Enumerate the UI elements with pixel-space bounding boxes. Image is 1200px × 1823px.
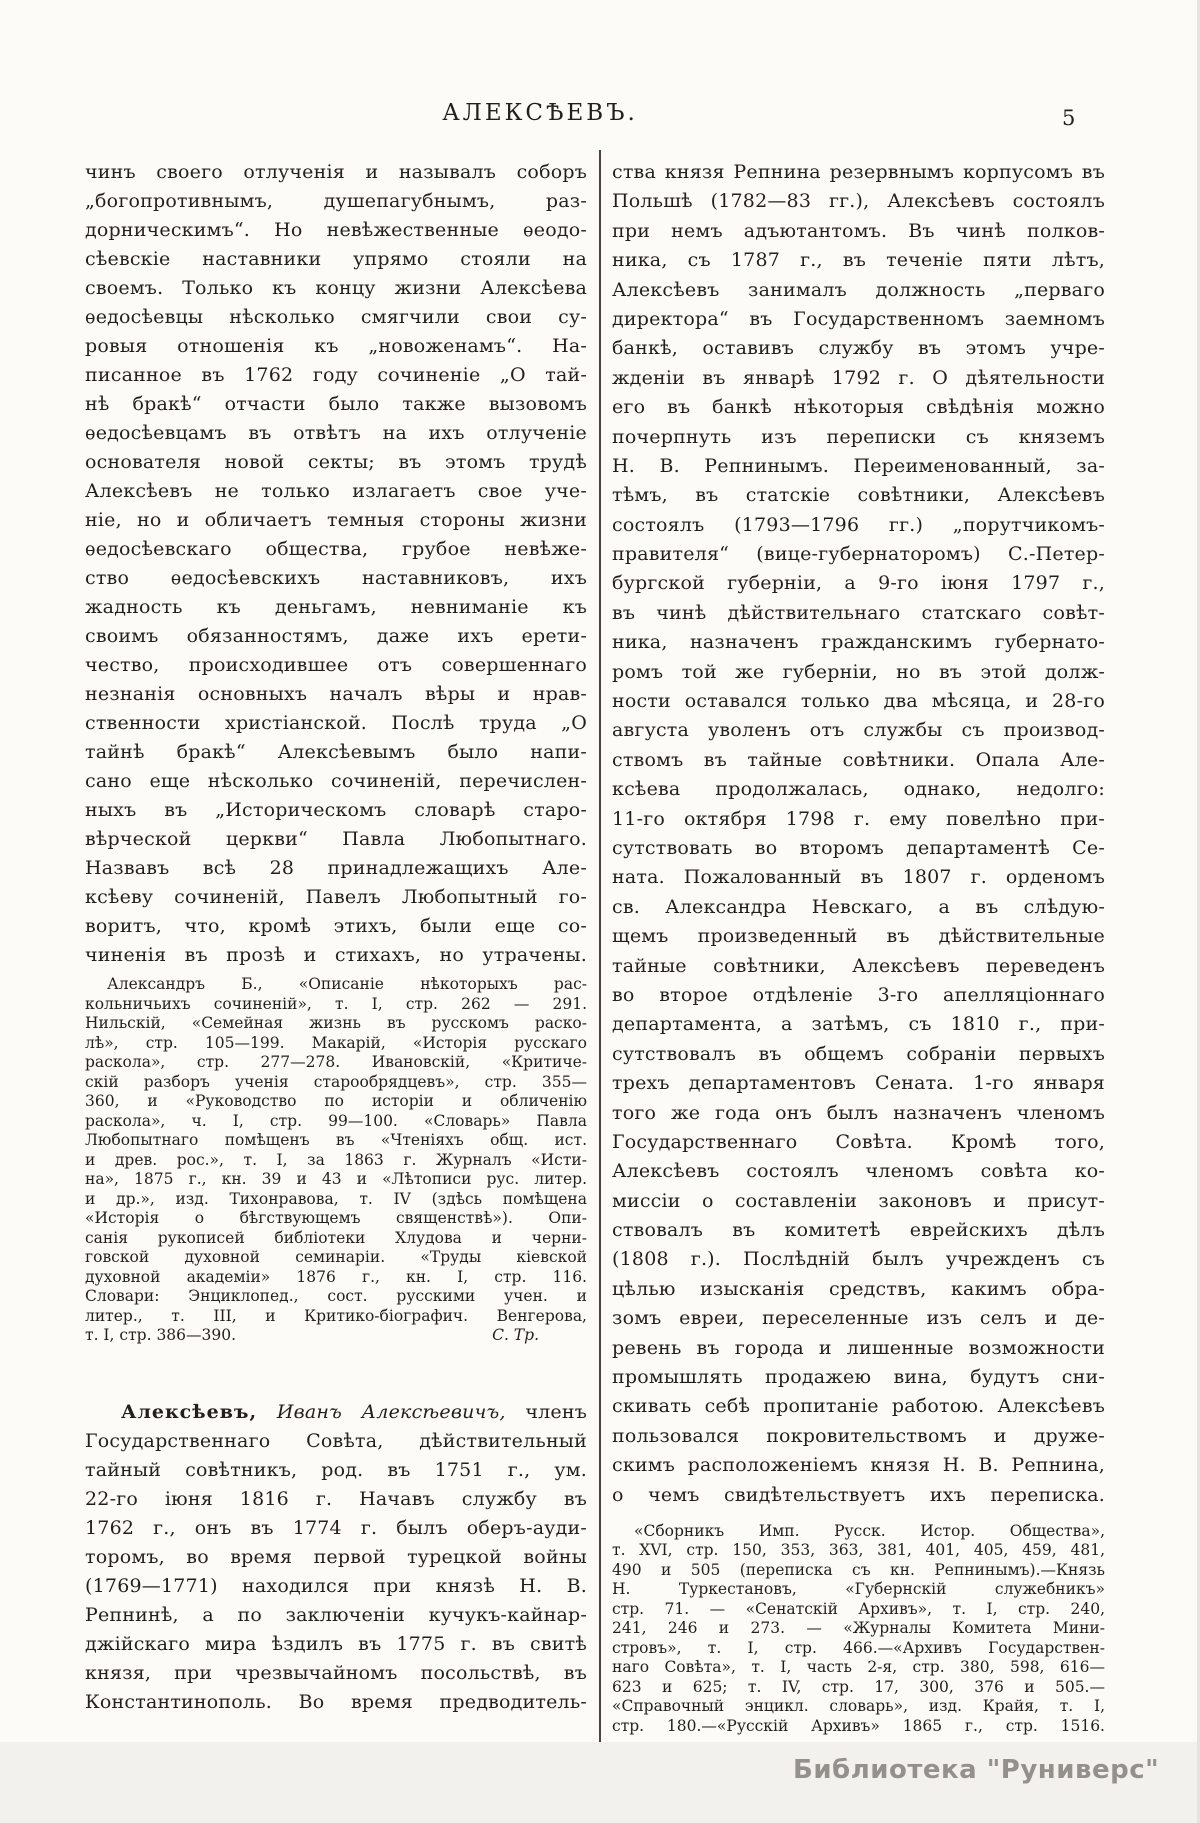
text-line: ство ѳедосѣевскихъ наставниковъ, ихъ: [85, 567, 587, 589]
bibliography-last-text: т. I, стр. 386—390.: [85, 1326, 237, 1344]
text-line: «Исторія о бѣгствующемъ священствѣ»). Опи-: [85, 1209, 587, 1227]
article-entry-alekseev-ivan: [85, 1398, 587, 1717]
text-line: своимъ обязанностямъ, даже ихъ ерети-: [85, 625, 587, 647]
text-line: при немъ адъютантомъ. Въ чинѣ полков-: [612, 219, 1105, 242]
text-line: ника, назначенъ гражданскимъ губернато-: [612, 631, 1105, 654]
text-line: ніе, но и обличаетъ темныя стороны жизни: [85, 509, 587, 531]
text-line: пользовался покровительствомъ и друже-: [612, 1424, 1105, 1447]
text-line: сѣевскіе наставники упрямо стояли на: [85, 248, 587, 270]
text-line: ѳедосѣевцамъ въ отвѣтъ на ихъ отлученіе: [85, 422, 587, 444]
text-line: тѣмъ, въ статскіе совѣтники, Алексѣевъ: [612, 484, 1105, 507]
text-line: 360, и «Руководство по исторіи и обличенію: [85, 1092, 587, 1110]
bibliography-right: [612, 1522, 1105, 1737]
text-line: ствомъ въ тайные совѣтники. Опала Але-: [612, 748, 1105, 771]
text-line: св. Александра Невскаго, а въ слѣдую-: [612, 895, 1105, 918]
text-line: Н. В. Репнинымъ. Переименованный, за-: [612, 454, 1105, 477]
text-line: ѳедосѣевцы нѣсколько смягчили свои су-: [85, 306, 587, 328]
text-line: Н. Туркестановъ, «Губернскій служебникъ»: [612, 1580, 1105, 1599]
text-line: «Сборникъ Имп. Русск. Истор. Общества»,: [634, 1521, 1105, 1540]
text-line: т. XVI, стр. 150, 353, 363, 381, 401, 405, 459, 481,: [612, 1541, 1105, 1560]
text-line: состоялъ (1793—1796 гг.) „порутчикомъ-: [612, 513, 1105, 536]
text-line: дорническимъ“. Но невѣжественные ѳеодо-: [85, 219, 587, 241]
left-column: [85, 158, 587, 1717]
text-line: трехъ департаментовъ Сената. 1-го января: [612, 1072, 1105, 1095]
text-line: Алексѣевъ не только излагаетъ свое уче-: [85, 480, 587, 502]
text-line: на», 1875 г., кн. 39 и 43 и «Лѣтописи рус. литер.: [85, 1170, 587, 1188]
text-line: (1808 г.). Послѣдній былъ учрежденъ съ: [612, 1248, 1105, 1271]
text-line: миссіи о составленіи законовъ и присут-: [612, 1189, 1105, 1212]
text-line: санія рукописей библіотеки Хлудова и черни-: [85, 1228, 587, 1247]
text-line: вѣрческой церкви“ Павла Любопытнаго.: [85, 828, 587, 850]
text-line: сано еще нѣсколько сочиненій, перечислен-: [85, 770, 587, 792]
text-line: и др.», изд. Тихонравова, т. IV (здѣсь помѣщена: [85, 1189, 587, 1208]
text-line: ственности христіанской. Послѣ труда „О: [85, 712, 587, 734]
text-line: Александръ Б., «Описаніе нѣкоторыхъ рас-: [107, 975, 587, 993]
text-line: «Справочный энцикл. словарь», изд. Крайя, т. I,: [612, 1697, 1105, 1716]
text-line: и древ. рос.», т. I, за 1863 г. Журналъ «Исти-: [85, 1150, 587, 1169]
text-line: ныхъ въ „Историческомъ словарѣ старо-: [85, 799, 587, 821]
text-line: ксѣеву сочиненій, Павелъ Любопытный го-: [85, 886, 587, 908]
text-line: писанное въ 1762 году сочиненіе „О тай-: [85, 364, 587, 386]
text-line: во второе отдѣленіе 3-го апелляціоннаго: [612, 983, 1105, 1006]
text-line: раскола», ч. I, стр. 99—100. «Словарь» Павла: [85, 1111, 587, 1130]
text-line: стровъ», т. I, стр. 466.—«Архивъ Государствен-: [612, 1638, 1105, 1657]
text-line: жденіи въ январѣ 1792 г. О дѣятельности: [612, 366, 1105, 389]
text-line: цѣлью изысканія средствъ, какимъ обра-: [612, 1277, 1105, 1300]
text-line: стр. 180.—«Русскій Архивъ» 1865 г., стр. 1516.: [612, 1716, 1105, 1735]
text-line: Словари: Энциклопед., сост. русскими учен. и: [85, 1287, 587, 1305]
text-line: торомъ, во время первой турецкой войны: [85, 1545, 587, 1568]
article-entry-first-line: [85, 1398, 587, 1427]
entry-headword: Алексѣевъ,: [121, 1400, 258, 1423]
text-line: духовной академіи» 1876 г., кн. I, стр. 116.: [85, 1267, 587, 1286]
text-line: стр. 71. — «Сенатскій Архивъ», т. I, стр. 240,: [612, 1599, 1105, 1618]
text-line: воритъ, что, кромѣ этихъ, были еще со-: [85, 915, 587, 937]
text-line: раскола», стр. 277—278. Ивановскій, «Критиче-: [85, 1053, 587, 1071]
watermark: Библиотека "Руниверс": [793, 1755, 1160, 1785]
text-line: Любопытнаго помѣщенъ въ «Чтеніяхъ общ. ист.: [85, 1131, 587, 1149]
text-line: скій разборъ ученія старообрядцевъ», стр. 355—: [85, 1072, 587, 1091]
text-line: ксѣева продолжалась, однако, недолго:: [612, 778, 1105, 801]
text-line: 241, 246 и 273. — «Журналы Комитета Мини-: [612, 1619, 1105, 1638]
text-line: 11-го октября 1798 г. ему повелѣно при-: [612, 807, 1105, 830]
text-line: ревень въ города и лишенные возможности: [612, 1336, 1105, 1359]
text-line: тайные совѣтники, Алексѣевъ переведенъ: [612, 954, 1105, 977]
text-line: почерпнуть изъ переписки съ княземъ: [612, 425, 1105, 448]
text-line: щемъ произведенный въ дѣйствительные: [612, 925, 1105, 948]
text-line: литер., т. III, и Критико-біографич. Венгерова,: [85, 1306, 587, 1325]
article-entry-body: [85, 1427, 587, 1717]
text-line: лѣ», стр. 105—199. Макарій, «Исторія русскаго: [85, 1033, 587, 1052]
text-line: говской духовной семинаріи. «Труды кіевской: [85, 1248, 587, 1266]
text-line: основателя новой секты; въ этомъ трудѣ: [85, 451, 587, 473]
text-line: 22-го іюня 1816 г. Начавъ службу въ: [85, 1487, 587, 1510]
text-line: князя, при чрезвычайномъ посольствѣ, въ: [85, 1661, 587, 1684]
text-line: зомъ евреи, переселенные изъ селъ и де-: [612, 1307, 1105, 1330]
text-line: Алексѣевъ состоялъ членомъ совѣта ко-: [612, 1160, 1105, 1183]
text-line: о чемъ свидѣтельствуетъ ихъ переписка.: [612, 1483, 1105, 1506]
text-line: ѳедосѣевскаго общества, грубое невѣже-: [85, 538, 587, 560]
text-line: джійскаго мира ѣздилъ въ 1775 г. въ свитѣ: [85, 1632, 587, 1655]
entry-first-line-rest: членъ: [505, 1400, 587, 1423]
text-line: промышлять продажею вина, будутъ сни-: [612, 1366, 1105, 1389]
author-signature: С. Тр.: [492, 1326, 539, 1344]
text-line: правителя“ (вице-губернаторомъ) С.-Петер-: [612, 543, 1105, 566]
article-text-right: [612, 158, 1105, 1510]
page-number: 5: [1062, 106, 1076, 130]
text-line: ната. Пожалованный въ 1807 г. орденомъ: [612, 866, 1105, 889]
text-line: Константинополь. Во время предводитель-: [85, 1690, 587, 1713]
text-line: въ чинѣ дѣйствительнаго статскаго совѣт-: [612, 601, 1105, 624]
text-line: тайный совѣтникъ, род. въ 1751 г., ум.: [85, 1458, 587, 1481]
text-line: Алексѣевъ занималъ должность „перваго: [612, 278, 1105, 301]
text-line: наго Совѣта», т. I, часть 2-я, стр. 380, 598, 616—: [612, 1658, 1105, 1677]
text-line: 623 и 625; т. IV, стр. 17, 300, 376 и 505.—: [612, 1677, 1105, 1696]
bibliography-left: [85, 975, 587, 1326]
text-line: ромъ той же губерніи, но въ этой долж-: [612, 660, 1105, 683]
text-line: 1762 г., онъ въ 1774 г. былъ оберъ-ауди-: [85, 1516, 587, 1539]
text-line: „богопротивнымъ, душепагубнымъ, раз-: [85, 190, 587, 212]
entry-person-name: Иванъ Алексѣевичъ,: [257, 1400, 506, 1423]
text-line: банкѣ, оставивъ службу въ этомъ учре-: [612, 337, 1105, 360]
text-line: Польшѣ (1782—83 гг.), Алексѣевъ состоялъ: [612, 190, 1105, 213]
text-line: Нильскій, «Семейная жизнь въ русскомъ раско-: [85, 1014, 587, 1032]
text-line: ствовалъ въ комитетѣ еврейскихъ дѣлъ: [612, 1219, 1105, 1242]
text-line: августа уволенъ отъ службы съ производ-: [612, 719, 1105, 742]
text-line: скимъ расположеніемъ князя Н. В. Репнина,: [612, 1454, 1105, 1477]
text-line: (1769—1771) находился при князѣ Н. В.: [85, 1574, 587, 1597]
text-line: нѣ бракѣ“ отчасти было также вызовомъ: [85, 393, 587, 415]
running-title: АЛЕКСѢЕВЪ.: [442, 100, 638, 126]
text-line: кольничьихъ сочиненій», т. I, стр. 262 — 291.: [85, 994, 587, 1013]
article-continuation-text: [85, 158, 587, 970]
text-line: незнанія основныхъ началъ вѣры и нрав-: [85, 683, 587, 705]
text-line: бургской губерніи, а 9-го іюня 1797 г.,: [612, 572, 1105, 595]
text-line: сутствовать во второмъ департаментѣ Се-: [612, 836, 1105, 859]
text-line: его въ банкѣ нѣкоторыя свѣдѣнія можно: [612, 396, 1105, 419]
text-line: ства князя Репнина резервнымъ корпусомъ въ: [612, 161, 1105, 183]
text-line: тайнѣ бракѣ“ Алексѣевымъ было напи-: [85, 741, 587, 763]
text-line: департамента, а затѣмъ, съ 1810 г., при-: [612, 1013, 1105, 1036]
text-line: чиненія въ прозѣ и стихахъ, но утрачены.: [85, 944, 587, 966]
text-line: Назвавъ всѣ 28 принадлежащихъ Але-: [85, 857, 587, 879]
text-line: чество, происходившее отъ совершеннаго: [85, 654, 587, 676]
text-line: Государственнаго Совѣта. Кромѣ того,: [612, 1130, 1105, 1153]
text-line: 490 и 505 (переписка съ кн. Репнинымъ).—Князь: [612, 1560, 1105, 1579]
text-line: ника, съ 1787 г., въ теченіе пяти лѣтъ,: [612, 249, 1105, 272]
text-line: директора“ въ Государственномъ заемномъ: [612, 307, 1105, 330]
bibliography-left-last-line: [85, 1326, 587, 1346]
text-line: ности оставался только два мѣсяца, и 28-го: [612, 690, 1105, 713]
text-line: своемъ. Только къ концу жизни Алексѣева: [85, 277, 587, 299]
text-line: жадность къ деньгамъ, невниманіе къ: [85, 596, 587, 618]
column-divider: [599, 150, 601, 1744]
text-line: ровыя отношенія къ „новоженамъ“. На-: [85, 335, 587, 357]
text-line: того же года онъ былъ назначенъ членомъ: [612, 1101, 1105, 1124]
text-line: скивать себѣ пропитаніе работою. Алексѣевъ: [612, 1395, 1105, 1418]
text-line: Репнинѣ, а по заключеніи кучукъ-кайнар-: [85, 1603, 587, 1626]
right-column: [612, 158, 1105, 1736]
text-line: сутствовалъ въ общемъ собраніи первыхъ: [612, 1042, 1105, 1065]
text-line: чинъ своего отлученія и называлъ соборъ: [85, 161, 587, 183]
text-line: Государственнаго Совѣта, дѣйствительный: [85, 1429, 587, 1452]
